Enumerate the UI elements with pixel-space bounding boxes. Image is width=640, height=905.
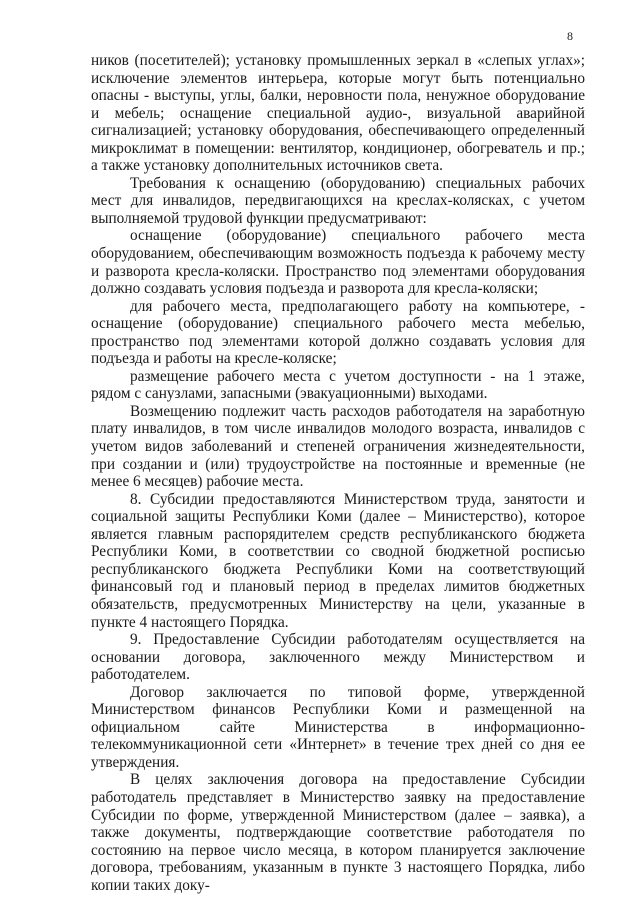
document-body	[91, 52, 585, 894]
paragraph-4: для рабочего места, предполагающего работу на компьютере, - оснащение (оборудование) специального рабочего места мебелью, пространство под элементами которой должно создавать условия для подъезда и работы на кресле-коляске;	[91, 297, 585, 368]
paragraph-5: размещение рабочего места с учетом доступности - на 1 этаже, рядом с санузлами, запасными (эвакуационными) выходами.	[91, 367, 585, 403]
paragraph-9: Договор заключается по типовой форме, утвержденной Министерством финансов Республики Коми и размещенной на официальном сайте Министерства в информационно-телекоммуникационной сети «Интернет» в течение трех дней со дня ее утверждения.	[91, 683, 585, 771]
paragraph-7: 8. Субсидии предоставляются Министерством труда, занятости и социальной защиты Республики Коми (далее – Министерство), которое является главным распорядителем средств республиканского бюджета Республики Коми, в соответствии со сводной бюджетной росписью республиканского бюджета Республики Коми на соответствующий финансовый год и плановый период в пределах лимитов бюджетных обязательств, предусмотренных Министерству на цели, указанные в пункте 4 настоящего Порядка.	[91, 490, 585, 631]
paragraph-10: В целях заключения договора на предоставление Субсидии работодатель представляет в Министерство заявку на предоставление Субсидии по форме, утвержденной Министерством (далее – заявка), а также документы, подтверждающие соответствие работодателя по состоянию на первое число месяца, в котором планируется заключение договора, требованиям, указанным в пункте 3 настоящего Порядка, либо копии таких доку-	[91, 771, 585, 894]
paragraph-3: оснащение (оборудование) специального рабочего места оборудованием, обеспечивающим возможность подъезда к рабочему месту и разворота кресла-коляски. Пространство под элементами оборудования должно создавать условия подъезда и разворота для кресла-коляски;	[91, 227, 585, 298]
paragraph-1: ников (посетителей); установку промышленных зеркал в «слепых углах»; исключение элементов интерьера, которые могут быть потенциально опасны - выступы, углы, балки, неровности пола, ненужное оборудование и мебель; оснащение специальной аудио-, визуальной аварийной сигнализацией; установку оборудования, обеспечивающего определенный микроклимат в помещении: вентилятор, кондиционер, обогреватель и пр.; а также установку дополнительных источников света.	[91, 52, 585, 175]
page-number: 8	[567, 29, 573, 43]
paragraph-6: Возмещению подлежит часть расходов работодателя на заработную плату инвалидов, в том числе инвалидов молодого возраста, инвалидов с учетом видов заболеваний и степеней ограничения жизнедеятельности, при создании и (или) трудоустройстве на постоянные и временные (не менее 6 месяцев) рабочие места.	[91, 402, 585, 491]
paragraph-8: 9. Предоставление Субсидии работодателям осуществляется на основании договора, заключенного между Министерством и работодателем.	[91, 631, 585, 684]
paragraph-2: Требования к оснащению (оборудованию) специальных рабочих мест для инвалидов, передвигающихся на креслах-колясках, с учетом выполняемой трудовой функции предусматривают:	[91, 174, 585, 227]
